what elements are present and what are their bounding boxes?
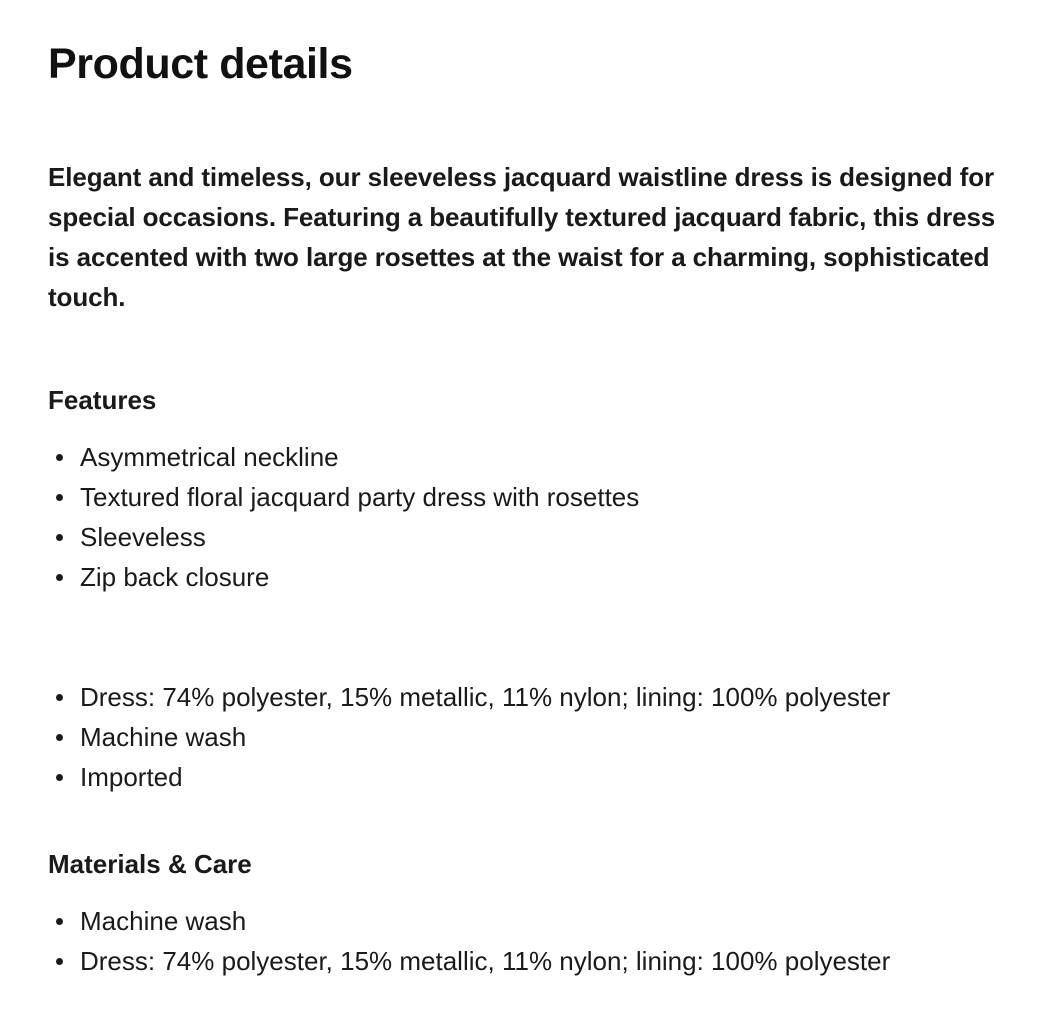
list-item bbox=[48, 717, 1008, 757]
list-item bbox=[48, 437, 1008, 477]
list-item bbox=[48, 677, 1008, 717]
list-item-text: Textured floral jacquard party dress with rosettes bbox=[80, 482, 640, 512]
features-list bbox=[48, 437, 1008, 597]
list-item-text: Sleeveless bbox=[80, 522, 206, 552]
list-item bbox=[48, 557, 1008, 597]
bullet-icon bbox=[56, 774, 63, 781]
list-item-text: Machine wash bbox=[80, 906, 247, 936]
product-description: Elegant and timeless, our sleeveless jacquard waistline dress is designed for special occasions. Featuring a beautifully textured jacquard fabric, this dress is accented with two large rosettes at the waist for a charming, sophisticated touch. bbox=[48, 162, 996, 312]
bullet-icon bbox=[56, 574, 63, 581]
list-item bbox=[48, 901, 1008, 941]
list-item-text: Zip back closure bbox=[80, 562, 270, 592]
list-item-text: Dress: 74% polyester, 15% metallic, 11% nylon; lining: 100% polyester bbox=[80, 682, 891, 712]
bullet-icon bbox=[56, 918, 63, 925]
list-item-text: Asymmetrical neckline bbox=[80, 442, 339, 472]
list-item bbox=[48, 941, 1008, 981]
bullet-icon bbox=[56, 694, 63, 701]
bullet-icon bbox=[56, 734, 63, 741]
features-heading: Features bbox=[48, 385, 157, 415]
bullet-icon bbox=[56, 958, 63, 965]
list-item-text: Imported bbox=[80, 762, 183, 792]
list-item-text: Machine wash bbox=[80, 722, 247, 752]
list-item bbox=[48, 477, 1008, 517]
composition-list bbox=[48, 677, 1008, 797]
bullet-icon bbox=[56, 454, 63, 461]
materials-care-list bbox=[48, 901, 1008, 981]
materials-care-heading: Materials & Care bbox=[48, 849, 252, 879]
list-item bbox=[48, 757, 1008, 797]
bullet-icon bbox=[56, 534, 63, 541]
list-item bbox=[48, 517, 1008, 557]
page-title: Product details bbox=[48, 40, 353, 88]
list-item-text: Dress: 74% polyester, 15% metallic, 11% nylon; lining: 100% polyester bbox=[80, 946, 891, 976]
bullet-icon bbox=[56, 494, 63, 501]
